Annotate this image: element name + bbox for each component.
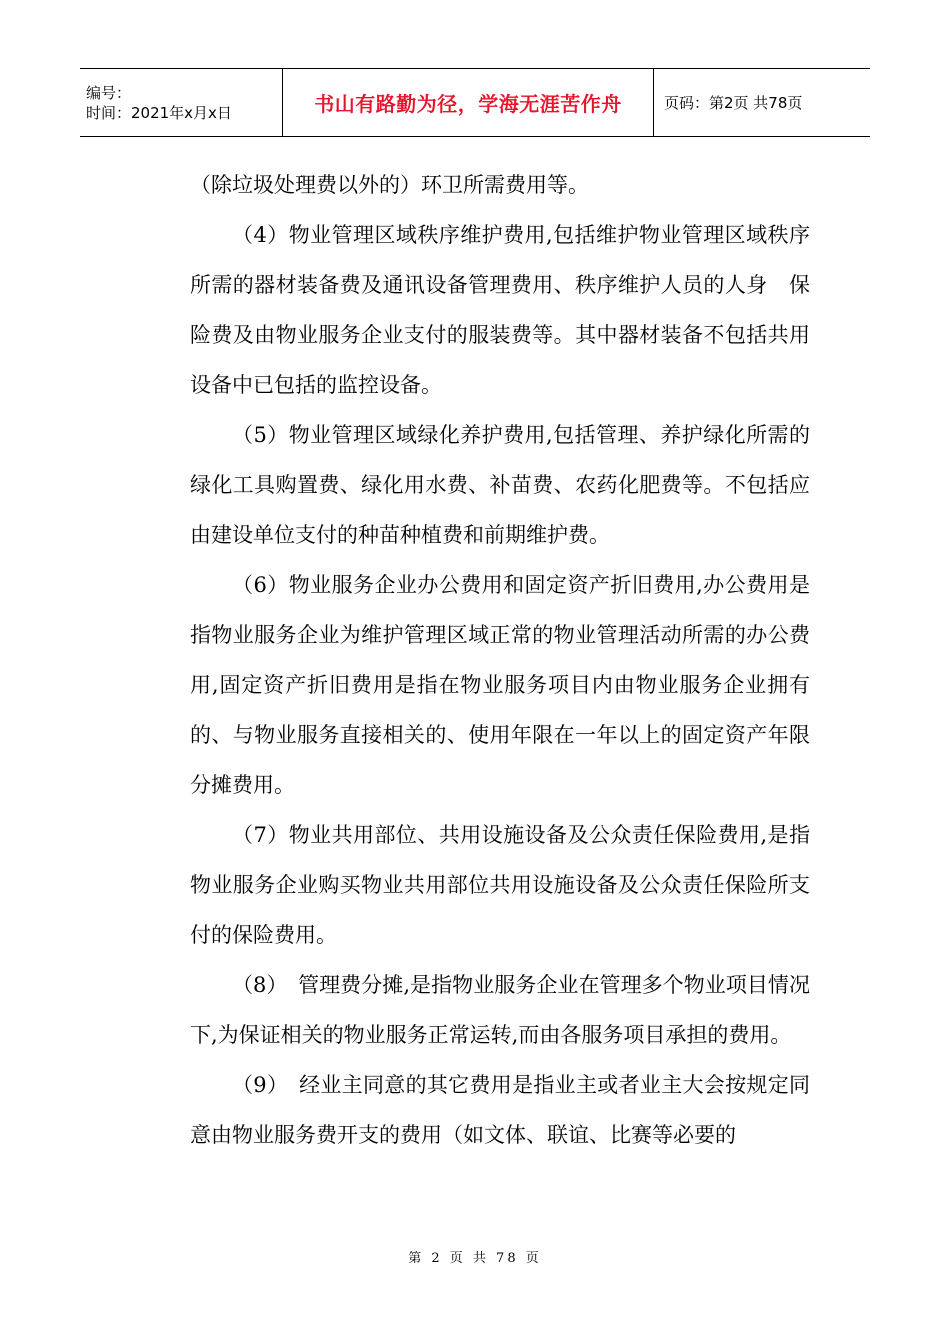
- paragraph-continuation: （除垃圾处理费以外的）环卫所需费用等。: [190, 173, 589, 197]
- page-footer: 第 2 页 共 78 页: [408, 1251, 542, 1266]
- header-left-cell: [80, 69, 283, 136]
- motto: 书山有路勤为径，学海无涯苦作舟: [314, 92, 622, 116]
- paragraph-item-8: （8） 管理费分摊,是指物业服务企业在管理多个物业项目情况下,为保证相关的物业服务正常运转,而由各服务项目承担的费用。: [190, 973, 810, 1047]
- paragraph-item-7: （7）物业共用部位、共用设施设备及公众责任保险费用,是指物业服务企业购买物业共用部位共用设施设备及公众责任保险所支付的保险费用。: [190, 823, 810, 947]
- number-label: 编号：: [86, 83, 132, 102]
- page-header: [80, 68, 870, 137]
- paragraph-item-4: （4）物业管理区域秩序维护费用,包括维护物业管理区域秩序所需的器材装备费及通讯设备管理费用、秩序维护人员的人身 保险费及由物业服务企业支付的服装费等。其中器材装备不包括共用设备中已包括的监控设备。: [190, 223, 810, 397]
- time-label: 时间：2021年x月x日: [86, 103, 232, 122]
- document-body: [190, 160, 810, 1160]
- paragraph-item-5: （5）物业管理区域绿化养护费用,包括管理、养护绿化所需的绿化工具购置费、绿化用水费、补苗费、农药化肥费等。不包括应由建设单位支付的种苗种植费和前期维护费。: [190, 423, 810, 547]
- paragraph-item-6: （6）物业服务企业办公费用和固定资产折旧费用,办公费用是指物业服务企业为维护管理区域正常的物业管理活动所需的办公费用,固定资产折旧费用是指在物业服务项目内由物业服务企业拥有的、与物业服务直接相关的、使用年限在一年以上的固定资产年限分摊费用。: [190, 573, 810, 797]
- paragraph-item-9: （9） 经业主同意的其它费用是指业主或者业主大会按规定同意由物业服务费开支的费用（如文体、联谊、比赛等必要的: [190, 1073, 810, 1147]
- header-page-cell: [654, 69, 870, 136]
- header-motto-cell: [283, 69, 654, 136]
- page-info: 页码：第2页 共78页: [664, 94, 803, 112]
